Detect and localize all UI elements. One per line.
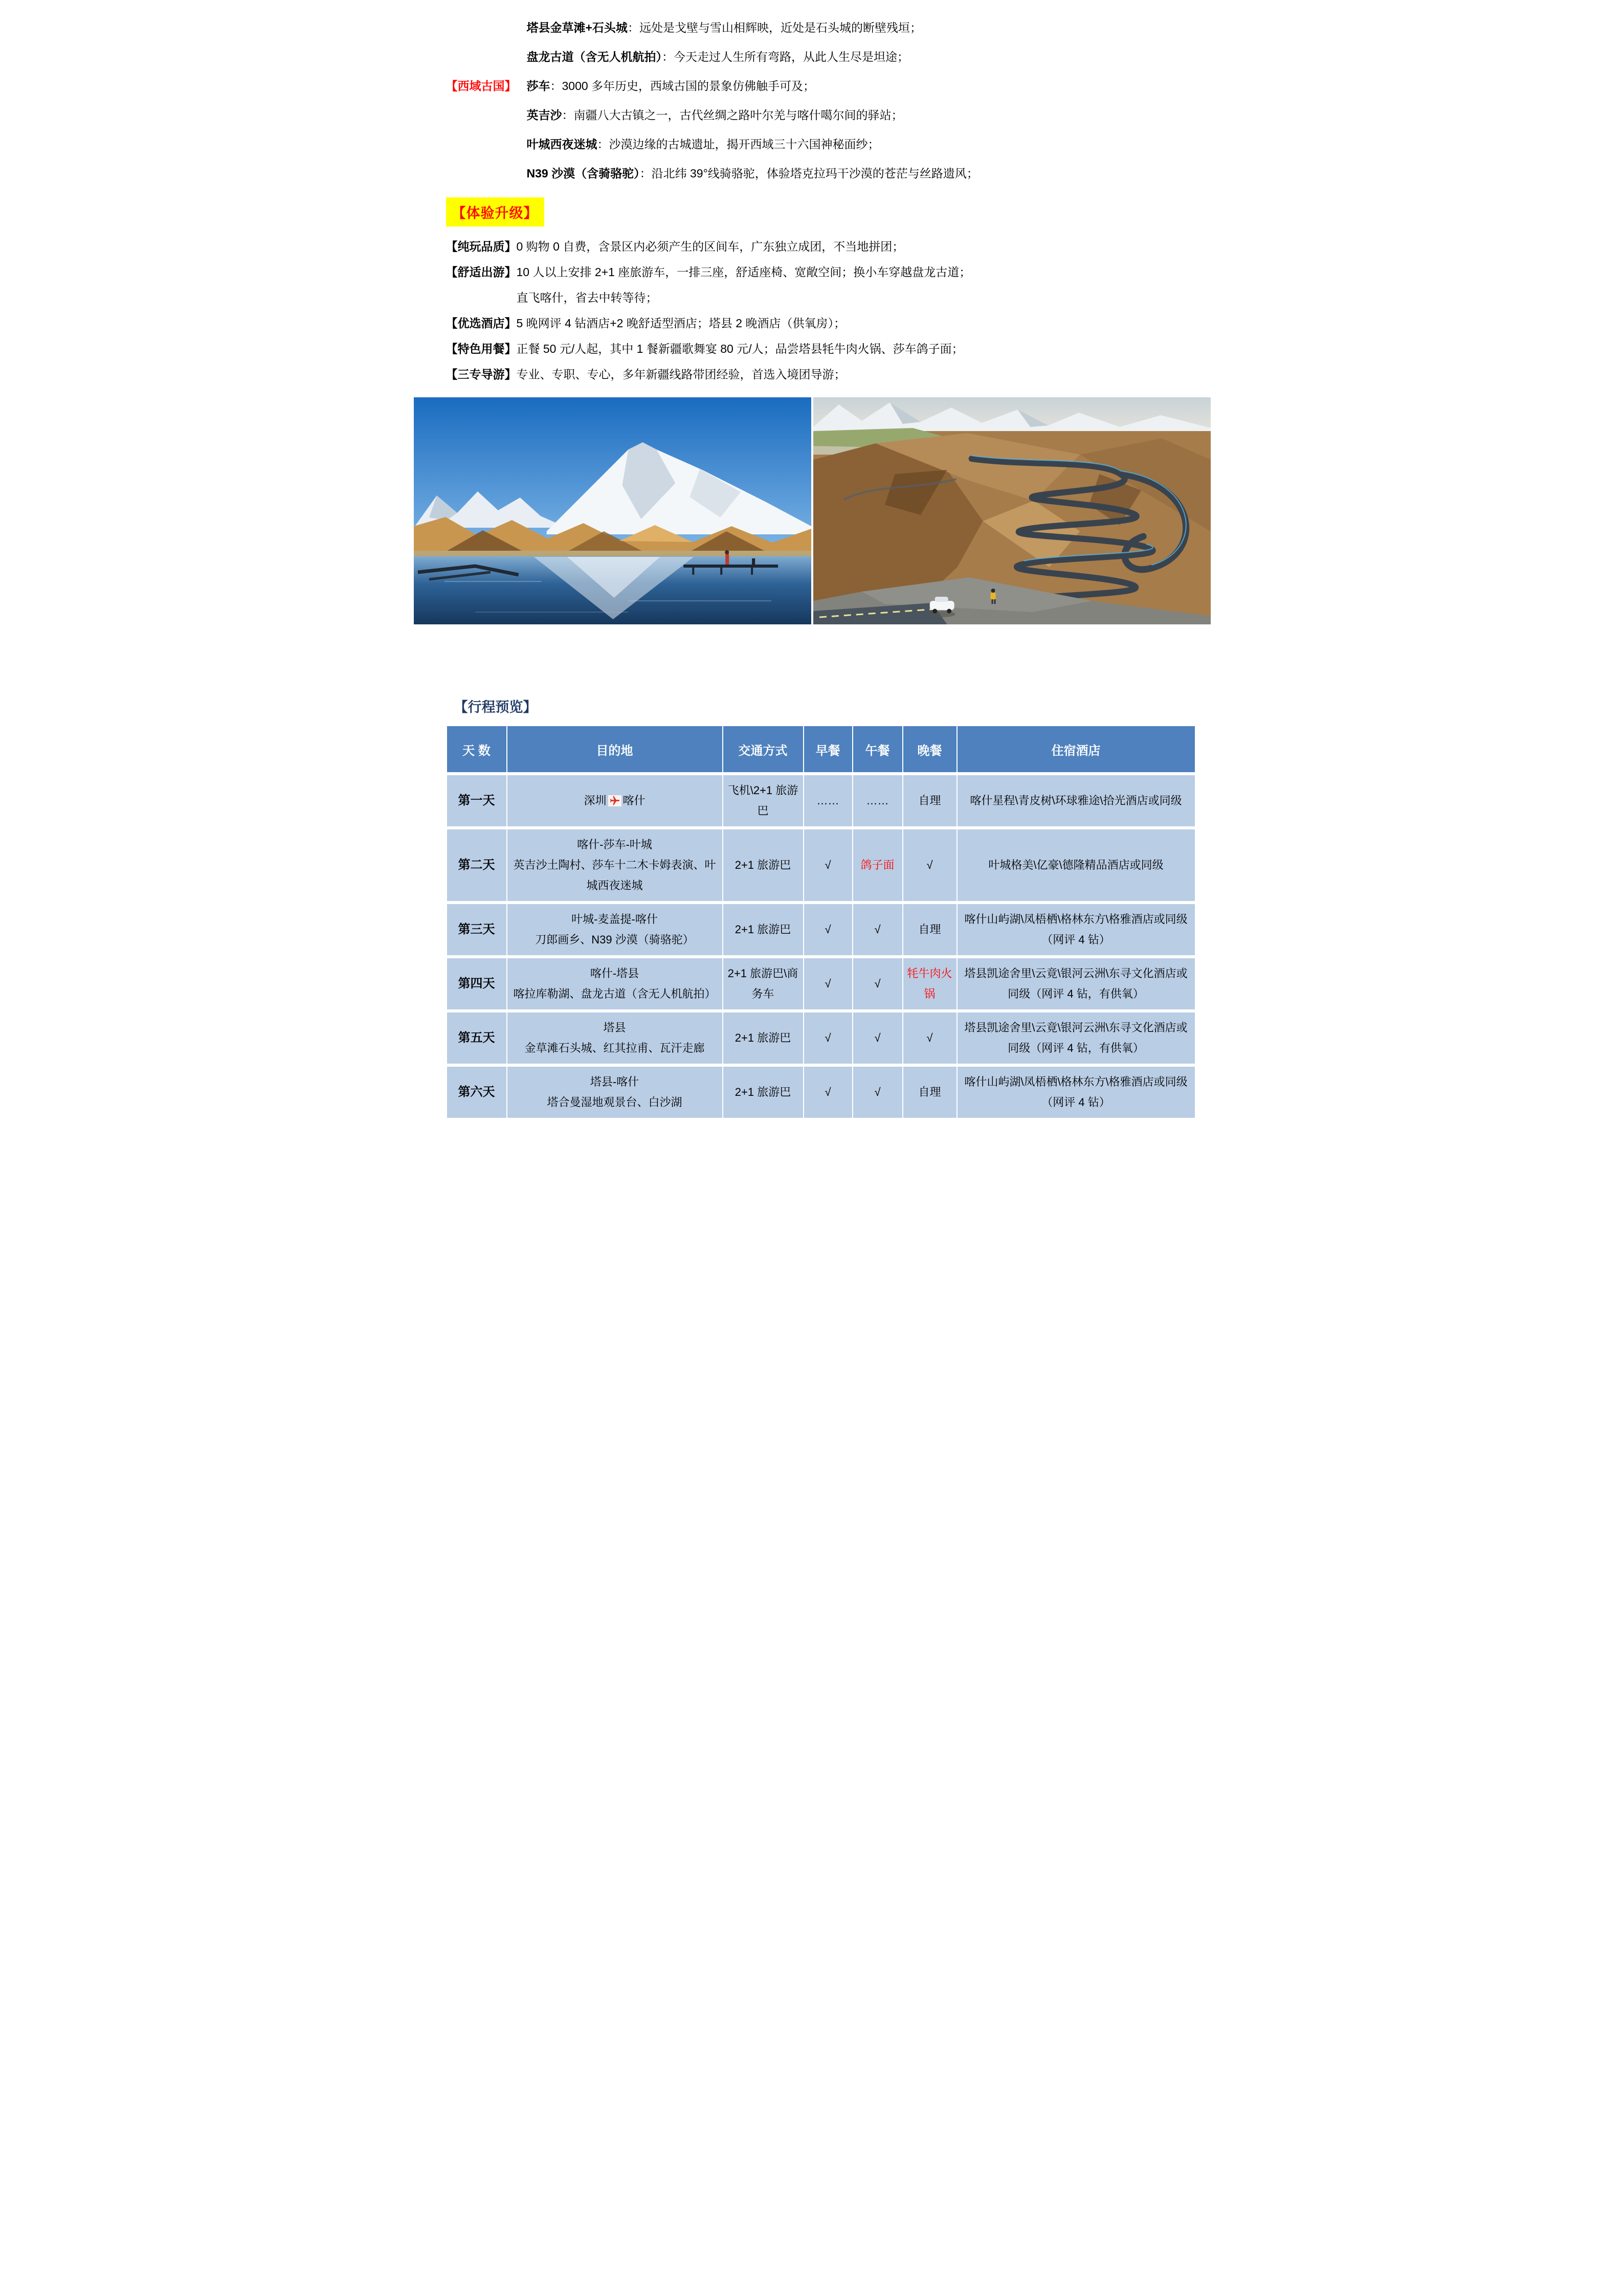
highlight-title: 塔县金草滩+石头城 xyxy=(526,21,628,34)
dinner-cell: 自理 xyxy=(903,904,956,955)
itinerary-table xyxy=(446,723,1196,1121)
highlight-text: ：沿北纬 39°线骑骆驼，体验塔克拉玛干沙漠的苍茫与丝路遗风； xyxy=(639,167,978,180)
hotel-cell: 塔县凯途舍里\云竟\银河云洲\东寻文化酒店或同级（网评 4 钻，有供氧） xyxy=(958,1012,1195,1064)
dinner-cell: 自理 xyxy=(903,775,956,826)
route-line: 塔县-喀什 xyxy=(590,1075,639,1088)
lunch-cell: √ xyxy=(853,958,902,1009)
hotel-cell: 叶城格美\亿豪\德隆精品酒店或同级 xyxy=(958,829,1195,901)
sights-line: 英吉沙土陶村、莎车十二木卡姆表演、叶城西夜迷城 xyxy=(513,859,716,892)
photos-section xyxy=(414,397,1211,624)
feature-line xyxy=(446,336,1203,362)
highlight-title: 英吉沙 xyxy=(526,108,562,122)
transport-cell: 2+1 旅游巴 xyxy=(723,904,803,955)
lunch-cell: …… xyxy=(853,775,902,826)
dinner-cell: √ xyxy=(903,1012,956,1064)
table-row-day2 xyxy=(447,829,1195,901)
sights-line: 喀拉库勒湖、盘龙古道（含无人机航拍） xyxy=(513,987,716,1000)
table-row-day1 xyxy=(447,775,1195,826)
col-header-transport: 交通方式 xyxy=(723,726,803,772)
lunch-cell: √ xyxy=(853,1067,902,1118)
table-row-day3 xyxy=(447,904,1195,955)
day-cell: 第五天 xyxy=(447,1012,506,1064)
feature-text-line2: 直飞喀什，省去中转等待； xyxy=(516,291,658,304)
highlight-line xyxy=(527,42,1203,72)
feature-label: 【特色用餐】 xyxy=(446,342,517,355)
feature-text: 专业、专职、专心，多年新疆线路带团经验，首选入境团导游； xyxy=(516,368,846,381)
highlight-text: ：南疆八大古镇之一，古代丝绸之路叶尔羌与喀什噶尔间的驿站； xyxy=(562,108,903,122)
transport-cell: 2+1 旅游巴 xyxy=(723,1012,803,1064)
highlight-title: N39 沙漠（含骑骆驼） xyxy=(526,167,640,180)
feature-line xyxy=(446,234,1203,259)
feature-text: 0 购物 0 自费，含景区内必须产生的区间车，广东独立成团，不当地拼团； xyxy=(516,240,904,253)
day-cell: 第二天 xyxy=(447,829,506,901)
destination-cell xyxy=(507,904,722,955)
breakfast-cell: √ xyxy=(804,1012,852,1064)
highlight-title: 莎车 xyxy=(526,79,550,93)
feature-label: 【优选酒店】 xyxy=(446,317,517,330)
route-line: 塔县 xyxy=(603,1021,626,1034)
feature-label: 【纯玩品质】 xyxy=(446,240,517,253)
highlights-section xyxy=(406,0,1218,188)
hotel-cell: 喀什星程\青皮树\环球雅途\拾光酒店或同级 xyxy=(958,775,1195,826)
feature-label: 【舒适出游】 xyxy=(446,265,517,279)
route-line: 叶城-麦盖提-喀什 xyxy=(571,913,658,926)
highlight-line xyxy=(527,13,1203,42)
highlight-line xyxy=(527,130,1203,159)
table-row-day6 xyxy=(447,1067,1195,1118)
breakfast-cell: √ xyxy=(804,958,852,1009)
lunch-cell: 鸽子面 xyxy=(853,829,902,901)
sights-line: 刀郎画乡、N39 沙漠（骑骆驼） xyxy=(535,933,694,946)
day-cell: 第三天 xyxy=(447,904,506,955)
transport-cell: 2+1 旅游巴 xyxy=(723,1067,803,1118)
route-line: 喀什-莎车-叶城 xyxy=(577,838,652,851)
col-header-days: 天 数 xyxy=(447,726,506,772)
highlight-title: 叶城西夜迷城 xyxy=(526,138,597,151)
route-to: 喀什 xyxy=(622,794,646,807)
col-header-destination: 目的地 xyxy=(507,726,722,772)
highlight-text: ：3000 多年历史，西域古国的景象仿佛触手可及； xyxy=(550,79,815,93)
destination-cell xyxy=(507,1012,722,1064)
feature-text: 正餐 50 元/人起，其中 1 餐新疆歌舞宴 80 元/人；品尝塔县牦牛肉火锅、莎车鸽子面； xyxy=(516,342,964,355)
photo-karakul-lake xyxy=(414,397,811,624)
day-cell: 第四天 xyxy=(447,958,506,1009)
transport-cell: 2+1 旅游巴\商务车 xyxy=(723,958,803,1009)
hotel-cell: 喀什山屿湖\凤梧栖\格林东方\格雅酒店或同级（网评 4 钻） xyxy=(958,904,1195,955)
transport-cell: 2+1 旅游巴 xyxy=(723,829,803,901)
feature-line xyxy=(446,310,1203,336)
col-header-dinner: 晚餐 xyxy=(903,726,956,772)
col-header-lunch: 午餐 xyxy=(853,726,902,772)
upgrade-title: 【体验升级】 xyxy=(446,197,544,227)
hotel-cell: 塔县凯途舍里\云竟\银河云洲\东寻文化酒店或同级（网评 4 钻，有供氧） xyxy=(958,958,1195,1009)
sights-line: 金草滩石头城、红其拉甫、瓦汗走廊 xyxy=(524,1042,705,1054)
day-cell: 第六天 xyxy=(447,1067,506,1118)
destination-cell xyxy=(507,829,722,901)
features-section xyxy=(446,234,1203,387)
photo-panlong-road xyxy=(813,397,1211,624)
feature-text-line1: 10 人以上安排 2+1 座旅游车，一排三座，舒适座椅、宽敞空间；换小车穿越盘龙古道； xyxy=(516,265,971,279)
highlight-line xyxy=(527,101,1203,130)
sights-line: 塔合曼湿地观景台、白沙湖 xyxy=(547,1096,682,1109)
day-cell: 第一天 xyxy=(447,775,506,826)
document-page xyxy=(406,0,1218,1148)
breakfast-cell: …… xyxy=(804,775,852,826)
col-header-breakfast: 早餐 xyxy=(804,726,852,772)
breakfast-cell: √ xyxy=(804,904,852,955)
dinner-cell: √ xyxy=(903,829,956,901)
hotel-cell: 喀什山屿湖\凤梧栖\格林东方\格雅酒店或同级（网评 4 钻） xyxy=(958,1067,1195,1118)
destination-cell xyxy=(507,775,722,826)
route-line: 喀什-塔县 xyxy=(590,967,639,980)
feature-label: 【三专导游】 xyxy=(446,368,517,381)
dinner-cell: 牦牛肉火锅 xyxy=(903,958,956,1009)
breakfast-cell: √ xyxy=(804,1067,852,1118)
feature-line xyxy=(446,259,1203,310)
feature-text xyxy=(517,259,971,310)
highlight-line xyxy=(527,159,1203,188)
preview-title: 【行程预览】 xyxy=(454,700,537,715)
destination-cell xyxy=(507,958,722,1009)
highlight-line xyxy=(446,72,1203,101)
route-from: 深圳 xyxy=(584,794,607,807)
lunch-cell: √ xyxy=(853,904,902,955)
upgrade-chip-row xyxy=(446,197,1218,227)
highlight-text: ：沙漠边缘的古城遗址，揭开西域三十六国神秘面纱； xyxy=(597,138,880,151)
lunch-cell: √ xyxy=(853,1012,902,1064)
route-line xyxy=(511,791,718,811)
table-header-row xyxy=(447,726,1195,772)
transport-cell: 飞机\2+1 旅游巴 xyxy=(723,775,803,826)
highlight-text: ：今天走过人生所有弯路，从此人生尽是坦途； xyxy=(662,50,909,63)
feature-line xyxy=(446,362,1203,387)
destination-cell xyxy=(507,1067,722,1118)
highlight-text: ：远处是戈壁与雪山相辉映，近处是石头城的断壁残垣； xyxy=(627,21,922,34)
col-header-hotel: 住宿酒店 xyxy=(958,726,1195,772)
breakfast-cell: √ xyxy=(804,829,852,901)
feature-text: 5 晚网评 4 钻酒店+2 晚舒适型酒店；塔县 2 晚酒店（供氧房）； xyxy=(516,317,846,330)
table-row-day4 xyxy=(447,958,1195,1009)
table-row-day5 xyxy=(447,1012,1195,1064)
airplane-icon xyxy=(608,795,621,806)
dinner-cell: 自理 xyxy=(903,1067,956,1118)
highlight-title: 盘龙古道（含无人机航拍） xyxy=(526,50,662,63)
section-label-western-regions: 【西域古国】 xyxy=(446,79,517,93)
